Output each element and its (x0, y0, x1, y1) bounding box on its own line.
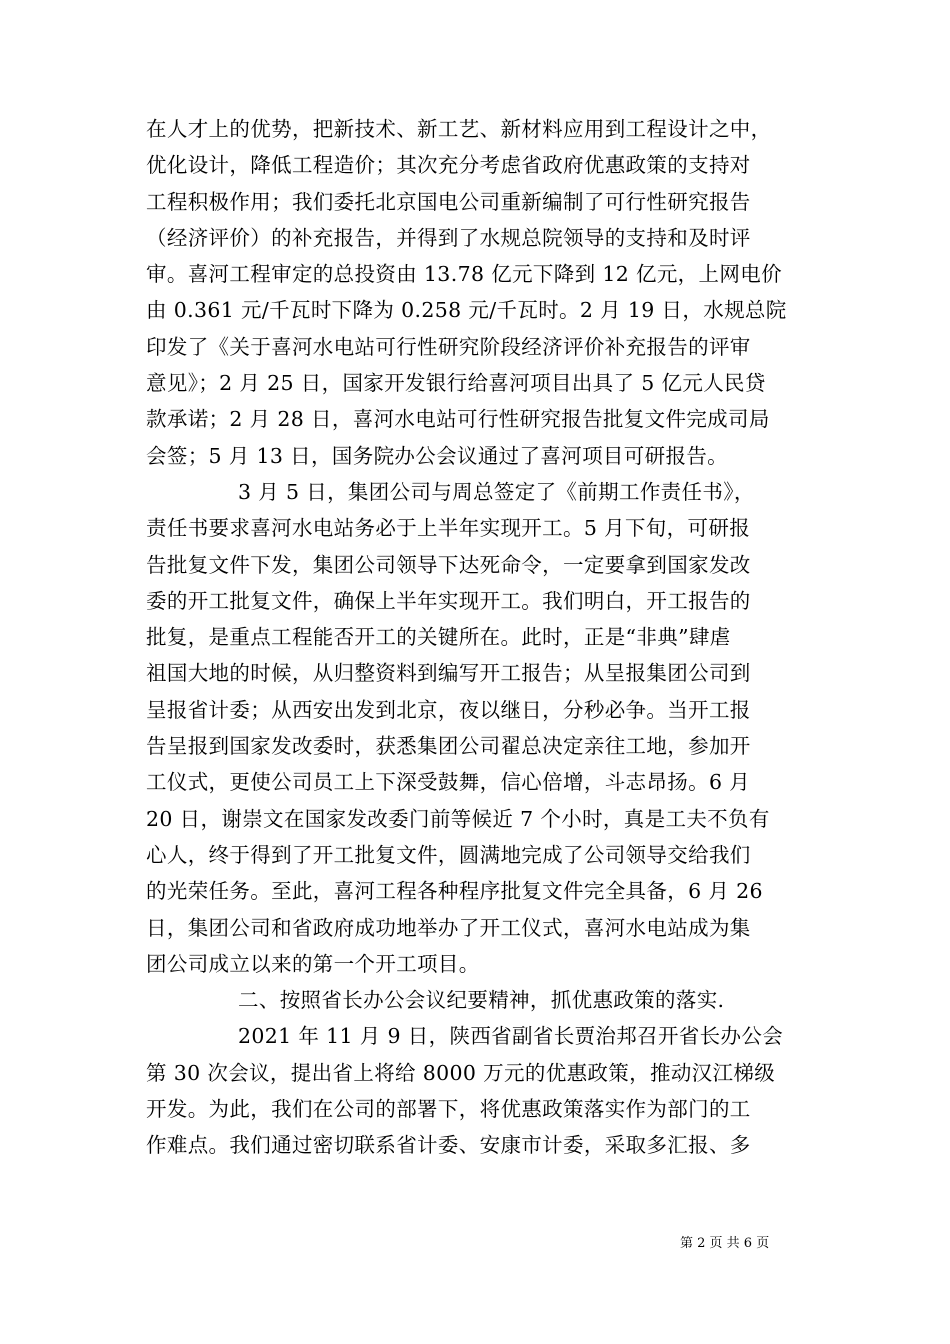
text-line: 审。喜河工程审定的总投资由 13.78 亿元下降到 12 亿元，上网电价 (146, 262, 782, 287)
text-line: 告呈报到国家发改委时，获悉集团公司翟总决定亲往工地，参加开 (146, 734, 751, 759)
paragraph-3 (146, 1018, 806, 1163)
text-line: 会签；5 月 13 日，国务院办公会议通过了喜河项目可研报告。 (146, 443, 729, 468)
text-line: 意见》；2 月 25 日，国家开发银行给喜河项目出具了 5 亿元人民贷 (146, 371, 766, 396)
text-line: 3 月 5 日，集团公司与周总签定了《前期工作责任书》， (238, 479, 755, 504)
text-line: 告批复文件下发，集团公司领导下达死命令，一定要拿到国家发改 (146, 552, 751, 577)
text-line: 优化设计，降低工程造价；其次充分考虑省政府优惠政策的支持对 (146, 153, 751, 178)
text-line: 作难点。我们通过密切联系省计委、安康市计委，采取多汇报、多 (146, 1133, 751, 1158)
text-line: 呈报省计委；从西安出发到北京，夜以继日，分秒必争。当开工报 (146, 697, 751, 722)
document-body (146, 111, 806, 1164)
text-line: 的光荣任务。至此，喜河工程各种程序批复文件完全具备，6 月 26 (146, 879, 763, 904)
heading-line: 二、按照省长办公会议纪要精神，抓优惠政策的落实. (238, 988, 725, 1013)
text-line: 日，集团公司和省政府成功地举办了开工仪式，喜河水电站成为集 (146, 915, 751, 940)
text-line: 在人才上的优势，把新技术、新工艺、新材料应用到工程设计之中， (146, 117, 772, 141)
text-line: （经济评价）的补充报告，并得到了水规总院领导的支持和及时评 (146, 225, 751, 250)
text-line: 印发了《关于喜河水电站可行性研究阶段经济评价补充报告的评审 (146, 334, 751, 359)
text-line: 工程积极作用；我们委托北京国电公司重新编制了可行性研究报告 (146, 189, 751, 214)
text-line: 团公司成立以来的第一个开工项目。 (146, 951, 480, 976)
paragraph-1 (146, 111, 806, 474)
text-line: 20 日，谢崇文在国家发改委门前等候近 7 个小时，真是工夫不负有 (146, 806, 770, 831)
section-heading (146, 982, 806, 1018)
text-line: 第 30 次会议，提出省上将给 8000 万元的优惠政策，推动汉江梯级 (146, 1060, 776, 1085)
text-line: 2021 年 11 月 9 日，陕西省副省长贾治邦召开省长办公会 (238, 1024, 784, 1049)
text-line: 工仪式，更使公司员工上下深受鼓舞，信心倍增，斗志昂扬。6 月 (146, 770, 751, 795)
text-line: 批复，是重点工程能否开工的关键所在。此时，正是“非典”肆虐 (146, 625, 731, 650)
text-line: 祖国大地的时候，从归整资料到编写开工报告；从呈报集团公司到 (146, 661, 751, 686)
paragraph-2 (146, 474, 806, 982)
text-line: 责任书要求喜河水电站务必于上半年实现开工。5 月下旬，可研报 (146, 516, 751, 541)
text-line: 开发。为此，我们在公司的部署下，将优惠政策落实作为部门的工 (146, 1097, 751, 1122)
text-line: 款承诺；2 月 28 日，喜河水电站可行性研究报告批复文件完成司局 (146, 407, 770, 432)
text-line: 委的开工批复文件，确保上半年实现开工。我们明白，开工报告的 (146, 588, 751, 613)
page-number: 第 2 页 共 6 页 (680, 1236, 770, 1251)
text-line: 心人，终于得到了开工批复文件，圆满地完成了公司领导交给我们 (146, 842, 751, 867)
text-line: 由 0.361 元/千瓦时下降为 0.258 元/千瓦时。2 月 19 日，水规总院 (146, 298, 787, 323)
